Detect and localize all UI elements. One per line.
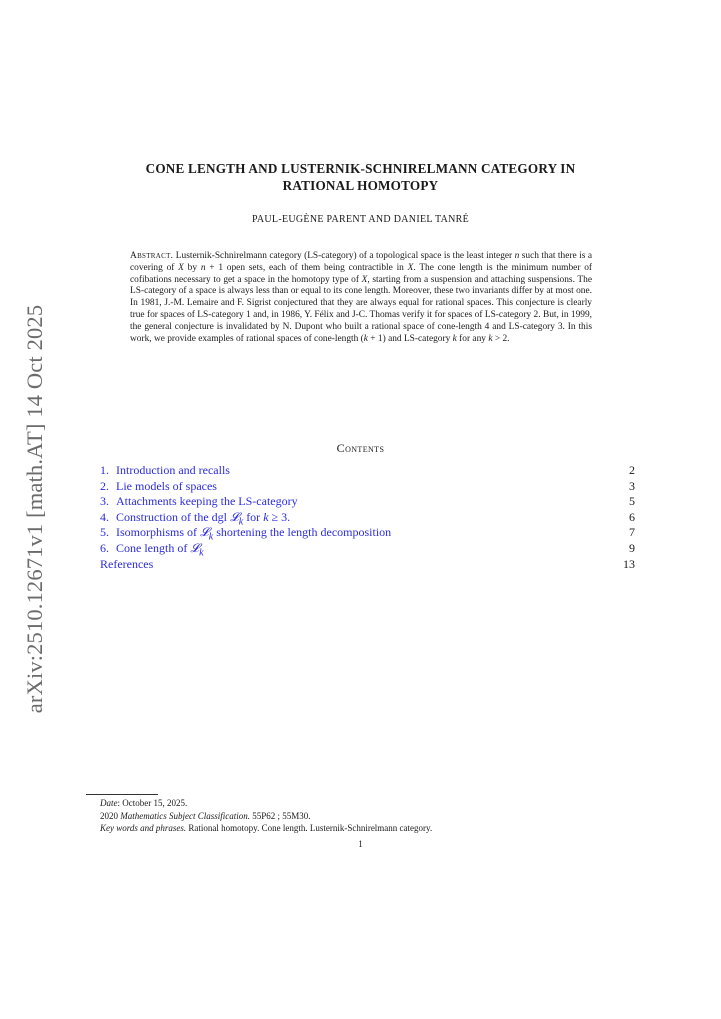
abstract-text: , starting from a suspension and attaching suspensions. The LS-category of a space is always less than or equal to its cone length. Moreover, these two invariants differ by at most one. In 1981, J.-M. Lemaire and F. Sigrist conjectured that they are always equal for rational spaces. This conjecture is clearly true for spaces of LS-category 1 and, in 1986, Y. Félix and J-C. Thomas verify it for spaces of LS-category 2. But, in 1999, the general conjecture is invalidated by N. Dupont who built a rational space of cone-length 4 and LS-category 3. In this work, we provide examples of rational spaces of cone-length (: [130, 274, 592, 344]
arxiv-identifier: arXiv:2510.12671v1 [math.AT] 14 Oct 2025: [22, 304, 48, 714]
abstract-heading: Abstract.: [130, 251, 174, 261]
footnote-value: : October 15, 2025.: [117, 798, 188, 808]
toc-page: 2: [629, 463, 635, 477]
toc-page: 9: [629, 540, 635, 555]
arxiv-side-stamp: [18, 284, 52, 734]
toc-link[interactable]: [100, 494, 298, 510]
toc-label: References: [100, 556, 154, 571]
abstract-math: X: [361, 274, 368, 285]
toc-label: shortening the length decomposition: [213, 525, 392, 540]
toc-math: k: [238, 516, 244, 528]
abstract-math: n: [200, 262, 206, 273]
toc-entry-construction[interactable]: [100, 510, 635, 526]
toc-entry-references[interactable]: [100, 557, 635, 573]
abstract-text: . The cone length is the minimum number of cofibations necessary to get a space in the homotopy type of: [130, 262, 593, 285]
toc-number: 1.: [100, 463, 109, 477]
abstract-text: + 1) and LS-category: [367, 333, 453, 344]
footnote-value: 55P62 ; 55M30.: [250, 810, 311, 821]
toc-page: 5: [629, 494, 635, 509]
toc-number: 5.: [100, 525, 109, 540]
abstract-math: X: [407, 262, 414, 273]
footnote-date: [100, 797, 620, 810]
contents-heading: Contents: [336, 441, 385, 455]
abstract-text: by: [183, 262, 201, 273]
toc-math: k: [208, 531, 214, 543]
toc-math-sub: [199, 547, 203, 558]
toc-link[interactable]: [100, 525, 391, 541]
toc-math: k: [199, 547, 204, 559]
table-of-contents: [100, 463, 635, 572]
page-number: 1: [358, 839, 363, 849]
authors: PAUL-EUGÈNE PARENT AND DANIEL TANRÉ: [251, 214, 470, 225]
title-line-2: RATIONAL HOMOTOPY: [282, 178, 439, 193]
toc-number: 6.: [100, 540, 109, 555]
toc-label: ≥ 3.: [268, 509, 291, 524]
toc-entry-introduction[interactable]: [100, 463, 635, 479]
abstract-math: X: [178, 262, 184, 273]
abstract-math: n: [514, 251, 520, 261]
footnote-label: Key words and phrases.: [100, 823, 187, 834]
abstract-math: k: [488, 333, 493, 344]
toc-page: 6: [629, 509, 635, 524]
footnote-msc: [100, 810, 620, 823]
toc-entry-lie-models[interactable]: [100, 479, 635, 495]
abstract-text: for any: [456, 333, 489, 344]
toc-link[interactable]: [100, 463, 230, 479]
toc-page: 13: [623, 556, 635, 571]
footnote-value: Rational homotopy. Cone length. Lusternik-Schnirelmann category.: [186, 823, 433, 834]
abstract-text: + 1 open sets, each of them being contractible in: [205, 262, 408, 273]
toc-entry-cone-length[interactable]: [100, 541, 635, 557]
toc-label: Introduction and recalls: [116, 463, 230, 477]
title-line-1: CONE LENGTH AND LUSTERNIK-SCHNIRELMANN CATEGORY IN: [145, 161, 576, 176]
toc-math: k: [263, 509, 269, 524]
toc-label: Attachments keeping the LS-category: [116, 494, 298, 509]
abstract-text: > 2.: [492, 333, 510, 344]
abstract-math: k: [363, 333, 368, 344]
toc-label: Lie models of spaces: [116, 478, 217, 493]
footnote-value: 2020: [100, 810, 121, 821]
abstract-text: such that there is a covering of: [130, 251, 592, 273]
toc-label: Isomorphisms of: [116, 525, 200, 540]
toc-link[interactable]: [100, 479, 217, 495]
toc-link[interactable]: [100, 557, 153, 573]
footnotes: [100, 797, 620, 835]
toc-label: Construction of the dgl: [116, 509, 230, 524]
abstract-math: k: [452, 333, 457, 344]
abstract-text: Lusternik-Schnirelmann category (LS-category) of a topological space is the least integer: [173, 251, 515, 261]
toc-math: 𝓛: [190, 540, 200, 555]
footnote-label: Mathematics Subject Classification.: [120, 810, 250, 821]
toc-entry-attachments[interactable]: [100, 494, 635, 510]
toc-link[interactable]: [100, 510, 290, 526]
toc-label: Cone length of: [116, 540, 191, 555]
toc-page: 7: [629, 525, 635, 540]
abstract: [130, 251, 592, 345]
footnote-keywords: [100, 822, 620, 835]
toc-number: 2.: [100, 478, 109, 493]
toc-math: 𝓛: [230, 509, 239, 524]
toc-entry-isomorphisms[interactable]: [100, 525, 635, 541]
toc-label: for: [243, 509, 264, 524]
paper-title: [100, 160, 621, 194]
toc-page: 3: [629, 478, 635, 493]
toc-number: 3.: [100, 494, 109, 509]
footnote-rule: [86, 794, 158, 795]
footnote-label: Date: [100, 798, 118, 808]
toc-link[interactable]: [100, 541, 204, 557]
toc-number: 4.: [100, 509, 109, 524]
toc-math: 𝓛: [200, 525, 209, 540]
